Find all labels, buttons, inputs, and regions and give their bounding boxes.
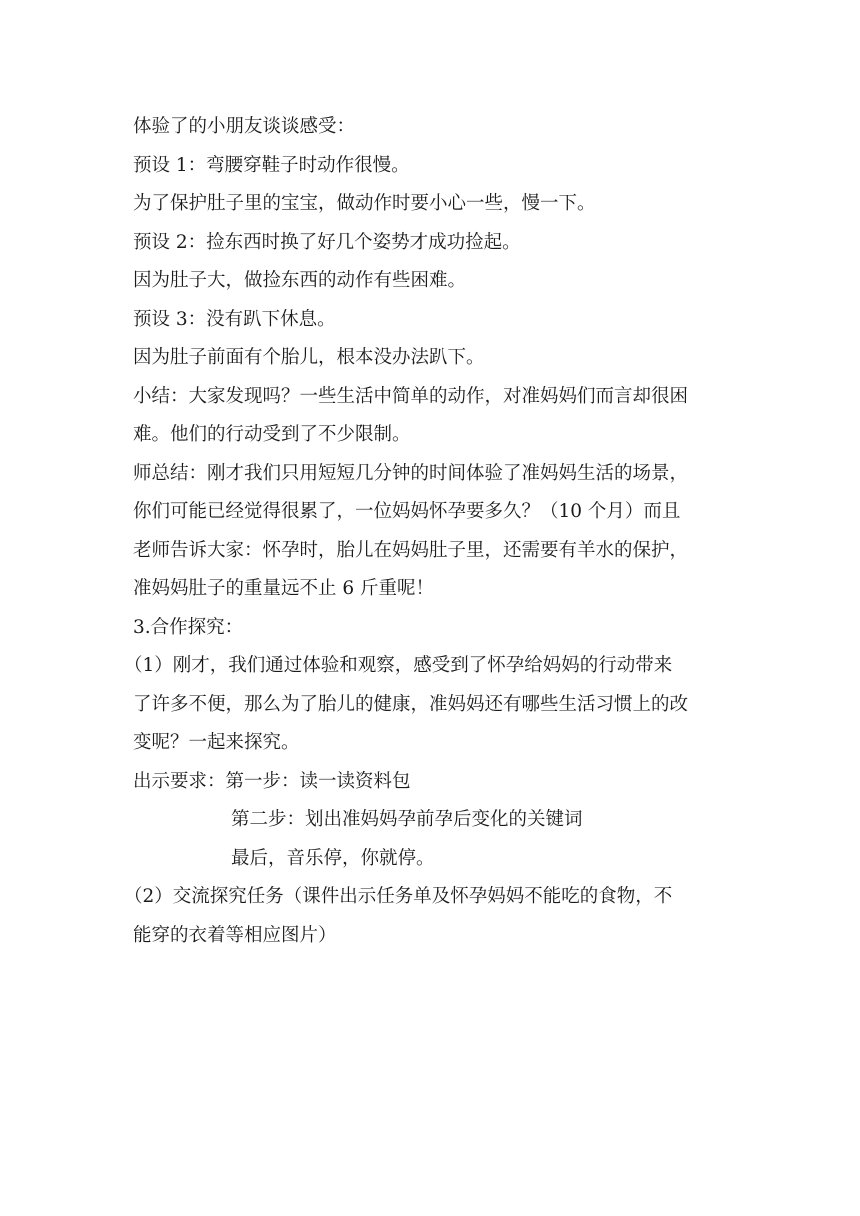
explore-line-2: 了许多不便，那么为了胎儿的健康，准妈妈还有哪些生活习惯上的改 — [133, 693, 689, 715]
summary-line-2: 难。他们的行动受到了不少限制。 — [133, 424, 411, 445]
explore-line-3: 变呢？一起来探究。 — [133, 732, 300, 753]
paragraph-preset-3: 预设 3：没有趴下休息。 — [133, 308, 336, 330]
paragraph-reason-2: 因为肚子大，做捡东西的动作有些困难。 — [133, 270, 467, 291]
explore-line-1: （1）刚才，我们通过体验和观察，感受到了怀孕给妈妈的行动带来 — [124, 655, 673, 676]
paragraph-preset-2: 预设 2：捡东西时换了好几个姿势才成功捡起。 — [133, 231, 521, 253]
requirement-step-2: 第二步：划出准妈妈孕前孕后变化的关键词 — [231, 809, 583, 830]
requirement-step-1: 出示要求：第一步：读一读资料包 — [133, 770, 411, 792]
section-heading: 3.合作探究： — [133, 616, 244, 638]
document-body — [124, 108, 743, 955]
teacher-summary-line-1: 师总结：刚才我们只用短短几分钟的时间体验了准妈妈生活的场景， — [133, 462, 689, 484]
summary-line-1: 小结：大家发现吗？一些生活中简单的动作，对准妈妈们而言却很困 — [133, 385, 689, 407]
teacher-summary-line-3: 老师告诉大家：怀孕时，胎儿在妈妈肚子里，还需要有羊水的保护， — [133, 539, 689, 561]
teacher-summary-line-2: 你们可能已经觉得很累了，一位妈妈怀孕要多久？（10 个月）而且 — [133, 501, 681, 522]
paragraph-preset-1: 预设 1：弯腰穿鞋子时动作很慢。 — [133, 154, 410, 176]
teacher-summary-line-4: 准妈妈肚子的重量远不止 6 斤重呢！ — [133, 578, 435, 599]
paragraph-reason-1: 为了保护肚子里的宝宝，做动作时要小心一些，慢一下。 — [133, 193, 596, 214]
paragraph-intro: 体验了的小朋友谈谈感受： — [133, 116, 356, 137]
exchange-line-1: （2）交流探究任务（课件出示任务单及怀孕妈妈不能吃的食物，不 — [124, 886, 673, 907]
requirement-final: 最后，音乐停，你就停。 — [231, 847, 435, 869]
paragraph-reason-3: 因为肚子前面有个胎儿，根本没办法趴下。 — [133, 347, 485, 368]
exchange-line-2: 能穿的衣着等相应图片） — [133, 924, 337, 946]
